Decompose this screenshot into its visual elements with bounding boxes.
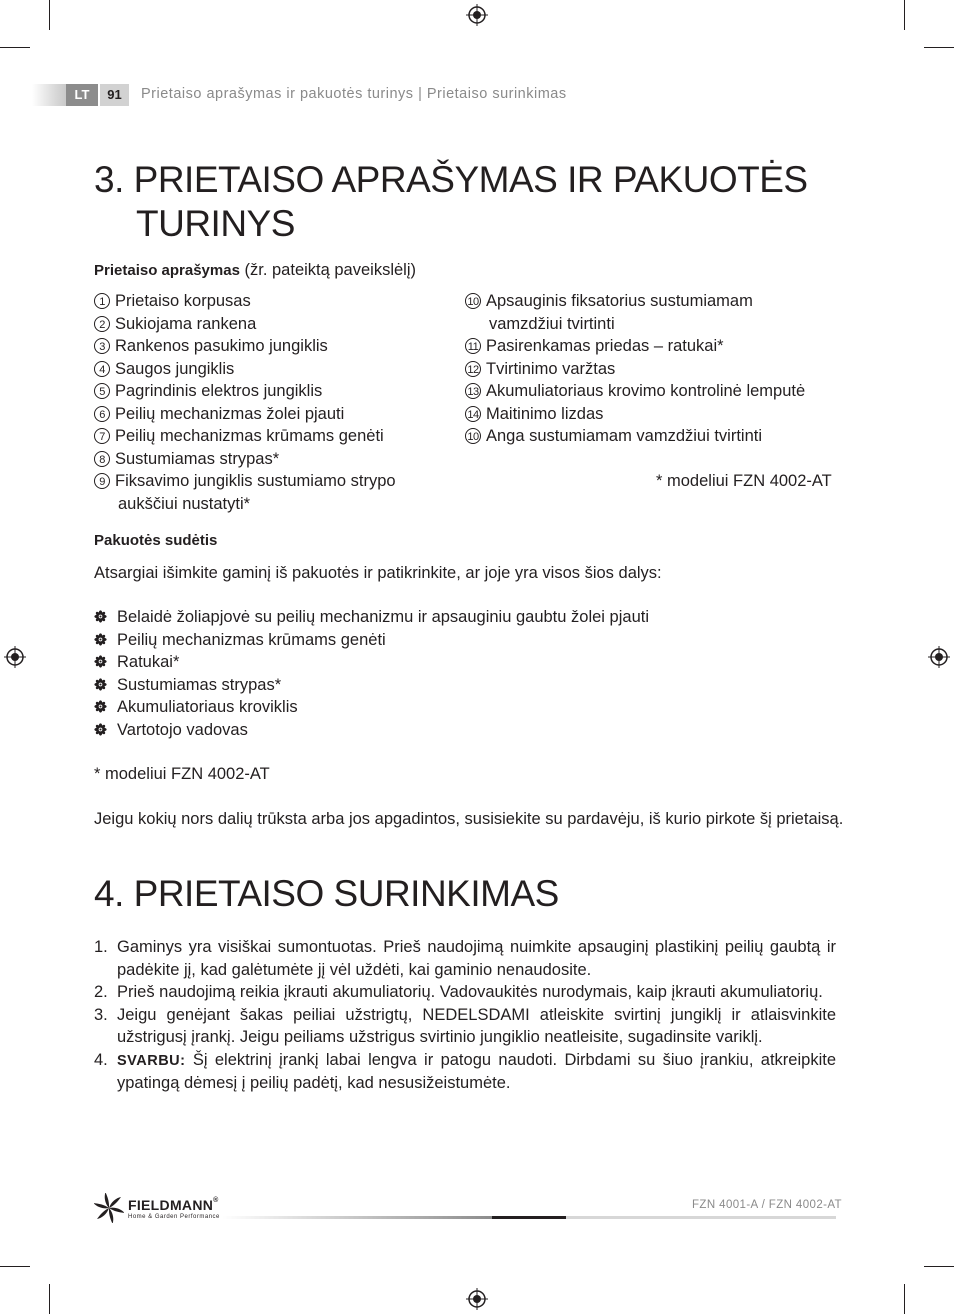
part-label: Peilių mechanizmas krūmams genėti <box>115 427 384 445</box>
part-item <box>465 403 845 426</box>
part-label: Peilių mechanizmas žolei pjauti <box>115 404 345 423</box>
flower-bullet-icon <box>94 720 107 733</box>
crop-mark <box>0 47 30 48</box>
crop-mark <box>904 0 905 30</box>
part-label: Apsauginis fiksatorius sustumiamam <box>486 292 753 310</box>
package-item <box>94 606 854 629</box>
flower-bullet-icon <box>94 652 107 665</box>
brand-text: FIELDMANN <box>128 1197 214 1213</box>
flower-bullet-icon <box>94 630 107 643</box>
registration-mark-icon <box>928 646 950 668</box>
footer-logo <box>94 1193 234 1225</box>
part-item <box>465 290 845 313</box>
fieldmann-fan-icon <box>94 1193 124 1223</box>
part-number: 4 <box>94 361 110 377</box>
part-label: Akumuliatoriaus krovimo kontrolinė lemputė <box>486 382 806 400</box>
registration-mark-icon <box>4 646 26 668</box>
section-3-title <box>94 158 854 246</box>
step-text: Gaminys yra visiškai sumontuotas. Prieš naudojimą nuimkite apsauginį plastikinį peilių gaubtą ir padėkite jį, kad galėtumėte jį vėl uždėti, kai gaminio nenaudosite. <box>117 938 836 979</box>
part-item <box>465 358 845 381</box>
step-number: 2. <box>94 983 108 1001</box>
part-number: 12 <box>465 361 481 377</box>
package-item <box>94 719 854 742</box>
model-note: * modeliui FZN 4002-AT <box>94 765 270 783</box>
flower-bullet-icon <box>94 697 107 710</box>
part-number: 10 <box>465 293 481 309</box>
part-item <box>465 425 845 448</box>
part-label: Saugos jungiklis <box>115 359 235 378</box>
crop-mark <box>0 1266 30 1267</box>
page-number: 91 <box>100 84 129 106</box>
flower-bullet-icon <box>94 607 107 620</box>
package-item <box>94 696 854 719</box>
part-number: 8 <box>94 451 110 467</box>
part-label: Rankenos pasukimo jungiklis <box>115 337 328 355</box>
part-number: 6 <box>94 406 110 422</box>
part-item <box>465 380 845 403</box>
registration-mark-icon <box>466 1288 488 1310</box>
part-item-continued <box>94 493 444 516</box>
package-item-label: Peilių mechanizmas krūmams genėti <box>117 630 386 649</box>
parts-list-left <box>94 290 444 515</box>
missing-parts-note: Jeigu kokių nors dalių trūksta arba jos apgadintos, susisiekite su pardavėju, iš kurio pirkote šį prietaisą. <box>94 810 844 828</box>
crop-mark <box>924 47 954 48</box>
assembly-step <box>94 1004 836 1049</box>
part-item <box>94 380 444 403</box>
part-number: 3 <box>94 338 110 354</box>
part-label: Pasirenkamas priedas – ratukai* <box>486 337 724 355</box>
section-3-title-line2: TURINYS <box>136 203 295 244</box>
crop-mark <box>49 1284 50 1314</box>
part-item <box>94 448 444 471</box>
part-item <box>94 425 444 448</box>
description-heading <box>94 259 416 283</box>
description-label: Prietaiso aprašymas <box>94 262 240 279</box>
package-item-label: Ratukai* <box>117 653 180 671</box>
footer-line-left <box>222 1216 492 1219</box>
part-number: 13 <box>465 383 481 399</box>
package-item <box>94 674 854 697</box>
assembly-step <box>94 981 836 1004</box>
footer-line-right <box>566 1216 836 1219</box>
crop-mark <box>49 0 50 30</box>
model-note-right: * modeliui FZN 4002-AT <box>656 472 832 490</box>
part-number: 2 <box>94 316 110 332</box>
step-number: 3. <box>94 1005 108 1024</box>
part-label-continued: vamzdžiui tvirtinti <box>489 314 615 333</box>
part-number: 5 <box>94 383 110 399</box>
description-note: (žr. pateiktą paveikslėlį) <box>239 261 416 279</box>
header-language: LT <box>66 84 98 106</box>
part-label-continued: aukščiui nustatyti* <box>118 494 251 513</box>
part-number: 9 <box>94 473 110 489</box>
part-label: Anga sustumiamam vamzdžiui tvirtinti <box>486 427 763 445</box>
package-item-label: Vartotojo vadovas <box>117 720 248 739</box>
part-number: 1 <box>94 293 110 309</box>
part-item <box>94 313 444 336</box>
step-number: 4. <box>94 1050 108 1069</box>
package-item <box>94 651 854 674</box>
package-item-label: Akumuliatoriaus kroviklis <box>117 698 298 716</box>
part-item <box>94 403 444 426</box>
part-label: Pagrindinis elektros jungiklis <box>115 382 323 400</box>
step-text: Prieš naudojimą reikia įkrauti akumuliatorių. Vadovaukitės nurodymais, kaip įkrauti akumuliatorių. <box>117 983 823 1001</box>
part-label: Fiksavimo jungiklis sustumiamo strypo <box>115 472 396 490</box>
footer-line-dark <box>492 1216 566 1219</box>
crop-mark <box>904 1284 905 1314</box>
part-item <box>94 358 444 381</box>
part-label: Maitinimo lizdas <box>486 404 604 423</box>
part-item <box>94 335 444 358</box>
step-text: Jeigu genėjant šakas peiliai užstrigtų, NEDELSDAMI atleiskite svirtinį jungiklį ir atlaisvinkite užstrigusį įrankį. Jeigu peiliams užstrigus svirtinio jungiklio neatleisite, sugadinsite variklį. <box>117 1005 836 1046</box>
parts-list-right <box>465 290 845 448</box>
part-item <box>465 335 845 358</box>
brand-registered-mark: ® <box>213 1197 219 1204</box>
running-title: Prietaiso aprašymas ir pakuotės turinys | Prietaiso surinkimas <box>141 86 567 102</box>
package-item-label: Sustumiamas strypas* <box>117 675 282 694</box>
flower-bullet-icon <box>94 675 107 688</box>
brand-tagline: Home & Garden Performance <box>128 1214 220 1220</box>
package-heading: Pakuotės sudėtis <box>94 532 218 549</box>
section-4-title: 4. PRIETAISO SURINKIMAS <box>94 873 559 914</box>
part-item <box>94 470 444 493</box>
part-number: 14 <box>465 406 481 422</box>
part-item <box>94 290 444 313</box>
part-label: Prietaiso korpusas <box>115 292 251 310</box>
part-number: 7 <box>94 428 110 444</box>
part-label: Tvirtinimo varžtas <box>486 359 616 378</box>
step-text: Šį elektrinį įrankį labai lengva ir patogu naudoti. Dirbdami su šiuo įrankiu, atkreipkite ypatingą dėmesį į peilių padėtį, kad nesusižeistumėte. <box>117 1050 836 1092</box>
step-important-label: SVARBU: <box>117 1052 186 1069</box>
package-intro: Atsargiai išimkite gaminį iš pakuotės ir patikrinkite, ar joje yra visos šios dalys: <box>94 564 662 582</box>
footer-models: FZN 4001-A / FZN 4002-AT <box>692 1199 842 1211</box>
part-label: Sukiojama rankena <box>115 314 257 333</box>
package-item <box>94 629 854 652</box>
step-number: 1. <box>94 938 108 956</box>
assembly-step <box>94 1049 836 1095</box>
section-3-title-line1: 3. PRIETAISO APRAŠYMAS IR PAKUOTĖS <box>94 159 808 200</box>
part-number: 10 <box>465 428 481 444</box>
registration-mark-icon <box>466 4 488 26</box>
package-item-label: Belaidė žoliapjovė su peilių mechanizmu ir apsauginiu gaubtu žolei pjauti <box>117 608 649 626</box>
crop-mark <box>924 1266 954 1267</box>
part-item-continued <box>465 313 845 336</box>
part-label: Sustumiamas strypas* <box>115 449 280 468</box>
package-list <box>94 606 854 741</box>
assembly-steps <box>94 936 836 1095</box>
part-number: 11 <box>465 338 481 354</box>
assembly-step <box>94 936 836 981</box>
brand-name <box>128 1197 219 1213</box>
